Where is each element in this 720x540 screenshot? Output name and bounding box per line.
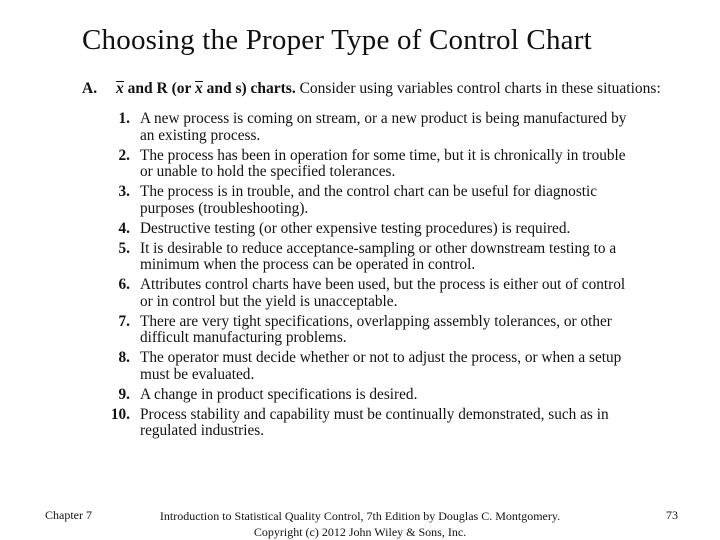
list-item <box>106 221 641 238</box>
item-number: 7. <box>118 312 130 330</box>
item-text: A new process is coming on stream, or a new product is being manufactured by an existing process. <box>140 110 627 144</box>
slide-title: Choosing the Proper Type of Control Chart <box>82 24 592 56</box>
page-number: 73 <box>666 508 678 522</box>
item-text: The operator must decide whether or not to adjust the process, or when a setup must be evaluated. <box>140 349 622 383</box>
intro-text: Consider using variables control charts in these situations: <box>295 80 661 97</box>
list-item <box>106 350 641 383</box>
item-number: 1. <box>118 110 130 127</box>
xbar-symbol-2: x <box>194 80 203 97</box>
item-number: 5. <box>118 239 130 257</box>
item-number: 4. <box>118 219 130 237</box>
item-text: There are very tight specifications, overlapping assembly tolerances, or other difficult manufacturing problems. <box>140 312 612 346</box>
item-text: The process has been in operation for some time, but it is chronically in trouble or unable to hold the specified tolerances. <box>140 146 626 180</box>
item-text: Process stability and capability must be continually demonstrated, such as in regulated industries. <box>140 405 609 439</box>
item-number: 3. <box>118 183 130 200</box>
item-text: The process is in trouble, and the control chart can be useful for diagnostic purposes (troubleshooting). <box>140 183 598 217</box>
item-number: 10. <box>110 405 130 423</box>
list-item <box>106 407 641 440</box>
list-item <box>106 148 641 181</box>
citation-line-2: Copyright (c) 2012 John Wiley & Sons, Inc. <box>253 525 467 539</box>
footer-chapter: Chapter 7 <box>45 508 92 522</box>
list-item <box>106 387 641 404</box>
list-item <box>106 241 641 274</box>
heading-or: (or <box>167 80 195 97</box>
item-number: 8. <box>118 349 130 366</box>
item-number: 9. <box>118 385 130 403</box>
item-text: Attributes control charts have been used, but the process is either out of control or in control but the yield is unacceptable. <box>140 276 626 310</box>
citation-line-1: Introduction to Statistical Quality Control, 7th Edition by Douglas C. Montgomery. <box>159 509 561 523</box>
item-text: It is desirable to reduce acceptance-sampling or other downstream testing to a minimum when the process can be operated in control. <box>140 239 617 273</box>
footer-citation <box>150 508 570 540</box>
heading-and-s: and s) charts. <box>202 80 296 97</box>
situation-list <box>106 111 641 443</box>
section-heading <box>116 80 296 97</box>
xbar-symbol: x <box>116 80 124 97</box>
list-item <box>106 111 641 144</box>
list-item <box>106 184 641 217</box>
section-label: A. <box>82 80 98 97</box>
section-intro <box>82 80 661 98</box>
item-text: A change in product specifications is desired. <box>140 385 418 403</box>
item-number: 6. <box>118 276 130 293</box>
item-number: 2. <box>118 146 130 164</box>
item-text: Destructive testing (or other expensive testing procedures) is required. <box>140 219 571 237</box>
list-item <box>106 277 641 310</box>
list-item <box>106 314 641 347</box>
heading-and-r: and R <box>123 80 168 97</box>
